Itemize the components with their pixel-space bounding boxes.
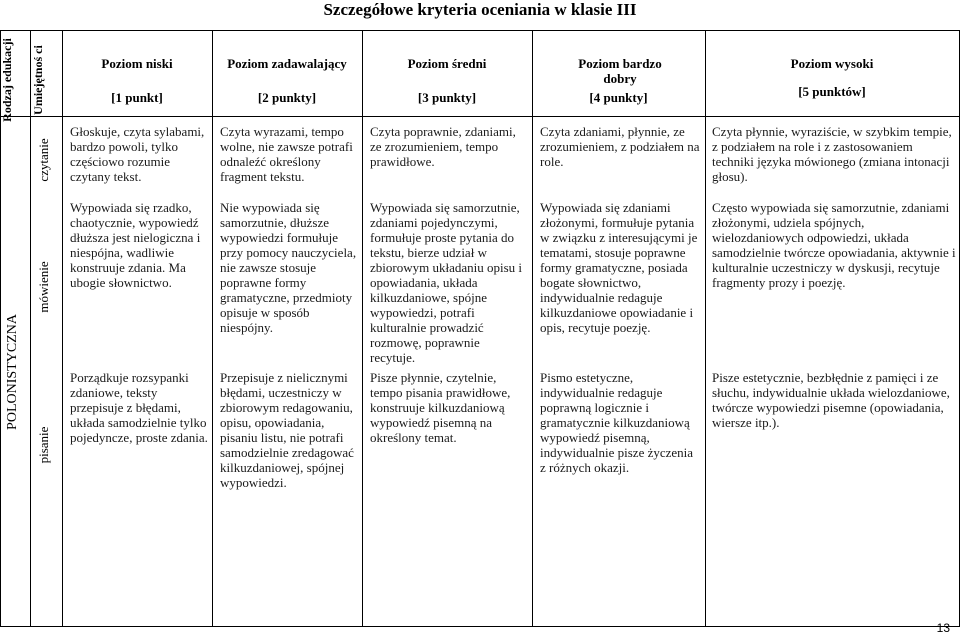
level-points: [5 punktów] — [798, 84, 866, 99]
skill-label-mowienie: mówienie — [36, 261, 51, 313]
cell-pisanie-level-5: Pisze estetycznie, bezbłędnie z pamięci i ze słuchu, indywidualnie układa wielozdaniowe, twórcze wypowiedzi pisemne (opowiadania, wiersze itp.). — [712, 370, 950, 430]
header-education-type: Rodzaj edukacji — [0, 38, 14, 122]
cell-mowienie-level-2: Nie wypowiada się samorzutnie, dłuższe wypowiedzi formułuje przy pomocy nauczyciela, nie zawsze stosuje poprawne formy gramatyczne, przedmioty opisuje w sposób niespójny. — [220, 200, 357, 335]
cell-mowienie-level-1: Wypowiada się rzadko, chaotycznie, wypowiedź dłuższa jest nielogiczna i niespójna, wadliwie konstruuje zdania. Ma ubogie słownictwo. — [70, 200, 201, 290]
cell-mowienie-level-5: Często wypowiada się samorzutnie, zdaniami złożonymi, udziela spójnych, wielozdaniowych odpowiedzi, układa samodzielnie twórcze opowiadania, aktywnie i kulturalnie uczestniczy w dyskusji, recytuje fragmenty prozy i poezję. — [712, 200, 956, 290]
skill-label-czytanie: czytanie — [36, 138, 51, 182]
level-points: [4 punkty] — [589, 90, 648, 105]
cell-mowienie-level-3: Wypowiada się samorzutnie, zdaniami pojedynczymi, formułuje proste pytania do tekstu, bierze udział w zbiorowym układaniu opisu i opowiadania, układa kilkuzdaniowe, spójne wypowiedzi, potrafi kulturalnie prowadzić rozmowę, poprawnie recytuje. — [370, 200, 523, 365]
level-points: [1 punkt] — [111, 90, 163, 105]
cell-czytanie-level-2: Czyta wyrazami, tempo wolne, nie zawsze potrafi odnaleźć określony fragment tekstu. — [220, 124, 353, 184]
cell-pisanie-level-2: Przepisuje z nielicznymi błędami, uczestniczy w zbiorowym redagowaniu, opisu, opowiadania, pisaniu listu, nie potrafi samodzielnie zredagować kilkuzdaniowej, spójnej wypowiedzi. — [220, 370, 354, 490]
level-name: Poziom wysoki — [790, 56, 874, 71]
cell-czytanie-level-4: Czyta zdaniami, płynnie, ze zrozumieniem, z podziałem na role. — [540, 124, 700, 169]
level-points: [3 punkty] — [417, 90, 477, 105]
level-name: Poziom bardzo dobry — [578, 56, 662, 86]
cell-pisanie-level-4: Pismo estetyczne, indywidualnie redaguje poprawną logicznie i gramatycznie kilkuzdaniową wypowiedź pisemną, indywidualnie pisze życzenia z różnych okazji. — [540, 370, 694, 475]
cell-czytanie-level-5: Czyta płynnie, wyraziście, w szybkim tempie, z podziałem na role i z zastosowaniem techniki języka mówionego (zmiana intonacji głosu). — [712, 124, 952, 184]
cell-czytanie-level-1: Głoskuje, czyta sylabami, bardzo powoli, tylko częściowo rozumie czytany tekst. — [70, 124, 205, 184]
education-type-label: POLONISTYCZNA — [5, 314, 20, 430]
cell-pisanie-level-3: Pisze płynnie, czytelnie, tempo pisania prawidłowe, konstruuje kilkuzdaniową wypowiedź pisemną na określony temat. — [370, 370, 511, 445]
cell-mowienie-level-4: Wypowiada się zdaniami złożonymi, formułuje pytania w związku z interesującymi je tematami, stosuje poprawne formy gramatyczne, posiada bogate słownictwo, indywidualnie redaguje kilkuzdaniowe opowiadanie i opis, recytuje poezję. — [540, 200, 698, 335]
cell-pisanie-level-1: Porządkuje rozsypanki zdaniowe, teksty przepisuje z błędami, układa samodzielnie tylko pojedyncze, proste zdania. — [70, 370, 208, 445]
page-title: Szczegółowe kryteria oceniania w klasie III — [323, 0, 637, 19]
level-name: Poziom średni — [407, 56, 487, 71]
page-number: 13 — [936, 621, 950, 635]
skill-label-pisanie: pisanie — [36, 426, 51, 464]
level-name: Poziom niski — [101, 56, 173, 71]
level-name: Poziom zadawalający — [227, 56, 347, 71]
header-skills: Umiejętnoś ci — [31, 45, 45, 115]
cell-czytanie-level-3: Czyta poprawnie, zdaniami, ze zrozumieniem, tempo prawidłowe. — [370, 124, 516, 169]
level-points: [2 punkty] — [257, 90, 317, 105]
